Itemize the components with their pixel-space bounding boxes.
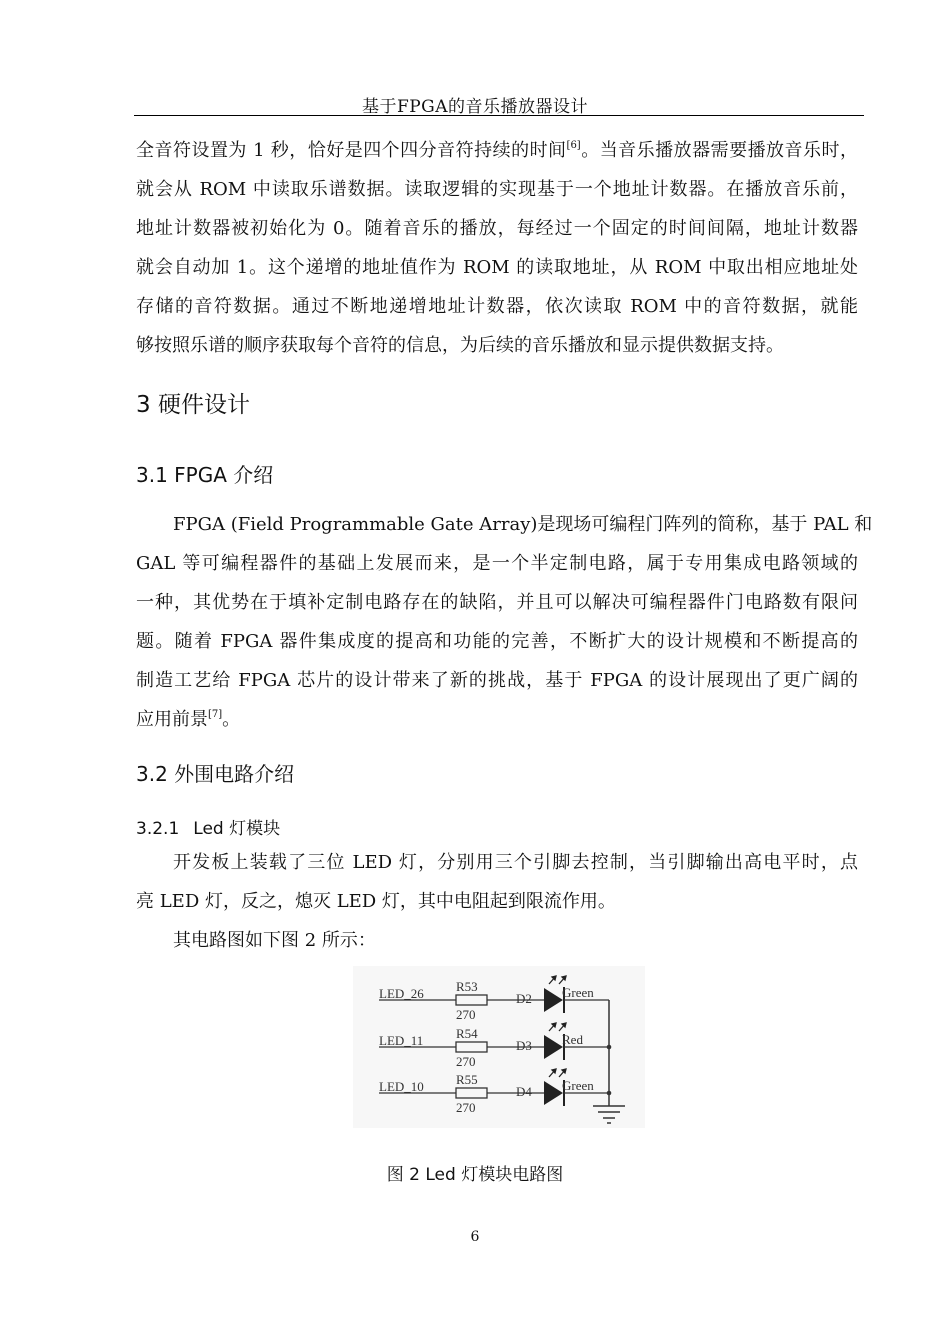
resistor-icon: [456, 1088, 487, 1098]
figure-caption: 图 2 Led 灯模块电路图: [386, 1165, 564, 1185]
net-label: LED_11: [379, 1033, 424, 1048]
text-line: 就会自动加 1。这个递增的地址值作为 ROM 的读取地址，从 ROM 中取出相应地址处: [136, 257, 858, 278]
resistor-label: R53: [456, 979, 478, 994]
section-heading-3-2-1: [136, 814, 280, 839]
diode-label: D2: [516, 991, 532, 1006]
text-line: 开发板上装载了三位 LED 灯，分别用三个引脚去控制，当引脚输出高电平时，点: [173, 852, 858, 873]
running-header: 基于FPGA的音乐播放器设计: [361, 97, 589, 117]
resistor-value: 270: [456, 1100, 476, 1115]
text-line: 制造工艺给 FPGA 芯片的设计带来了新的挑战，基于 FPGA 的设计展现出了更广阔的: [136, 670, 858, 691]
led-color-label: Green: [562, 985, 594, 1000]
section-heading-3-2: 3.2 外围电路介绍: [136, 762, 295, 786]
citation: [6]: [566, 140, 581, 151]
diode-label: D4: [516, 1084, 532, 1099]
section-heading-3: 3 硬件设计: [136, 392, 250, 418]
section-heading-3-1: 3.1 FPGA 介绍: [136, 463, 274, 487]
text-line: 一种，其优势在于填补定制电路存在的缺陷，并且可以解决可编程器件门电路数有限问: [136, 592, 858, 613]
header-rule: [134, 115, 864, 116]
fpga-paragraph: [136, 505, 873, 739]
resistor-icon: [456, 995, 487, 1005]
led-circuit-diagram: [353, 966, 645, 1128]
resistor-value: 270: [456, 1007, 476, 1022]
text-line: 亮 LED 灯，反之，熄灭 LED 灯，其中电阻起到限流作用。: [136, 891, 616, 912]
text-line: 全音符设置为 1 秒，恰好是四个四分音符持续的时间[6]。当音乐播放器需要播放音乐时，: [136, 140, 858, 161]
text-line: 应用前景[7]。: [136, 709, 241, 730]
text-line: 其电路图如下图 2 所示：: [173, 930, 376, 951]
net-label: LED_10: [379, 1079, 424, 1094]
led-color-label: Green: [562, 1078, 594, 1093]
text-line: 够按照乐谱的顺序获取每个音符的信息，为后续的音乐播放和显示提供数据支持。: [136, 335, 784, 356]
led-paragraph: [136, 843, 858, 960]
page-number: 6: [470, 1229, 480, 1245]
text-line: 题。随着 FPGA 器件集成度的提高和功能的完善，不断扩大的设计规模和不断提高的: [136, 631, 858, 652]
led-color-label: Red: [562, 1032, 583, 1047]
intro-paragraph: [136, 131, 858, 365]
text-line: FPGA (Field Programmable Gate Array)是现场可编程门阵列的简称，基于 PAL 和: [173, 514, 873, 535]
text-line: 存储的音符数据。通过不断地递增地址计数器，依次读取 ROM 中的音符数据，就能: [136, 296, 858, 317]
text-line: 地址计数器被初始化为 0。随着音乐的播放，每经过一个固定的时间间隔，地址计数器: [136, 218, 858, 239]
section-title: Led 灯模块: [193, 819, 281, 839]
resistor-label: R55: [456, 1072, 478, 1087]
junction-dot: [607, 1045, 612, 1050]
diode-label: D3: [516, 1038, 532, 1053]
section-number: 3.2.1: [136, 819, 180, 839]
resistor-icon: [456, 1042, 487, 1052]
text-line: 就会从 ROM 中读取乐谱数据。读取逻辑的实现基于一个地址计数器。在播放音乐前，: [136, 179, 858, 200]
resistor-label: R54: [456, 1026, 478, 1041]
junction-dot: [607, 1091, 612, 1096]
resistor-value: 270: [456, 1054, 476, 1069]
text-line: GAL 等可编程器件的基础上发展而来，是一个半定制电路，属于专用集成电路领域的: [136, 553, 858, 574]
citation: [7]: [208, 709, 223, 720]
net-label: LED_26: [379, 986, 424, 1001]
